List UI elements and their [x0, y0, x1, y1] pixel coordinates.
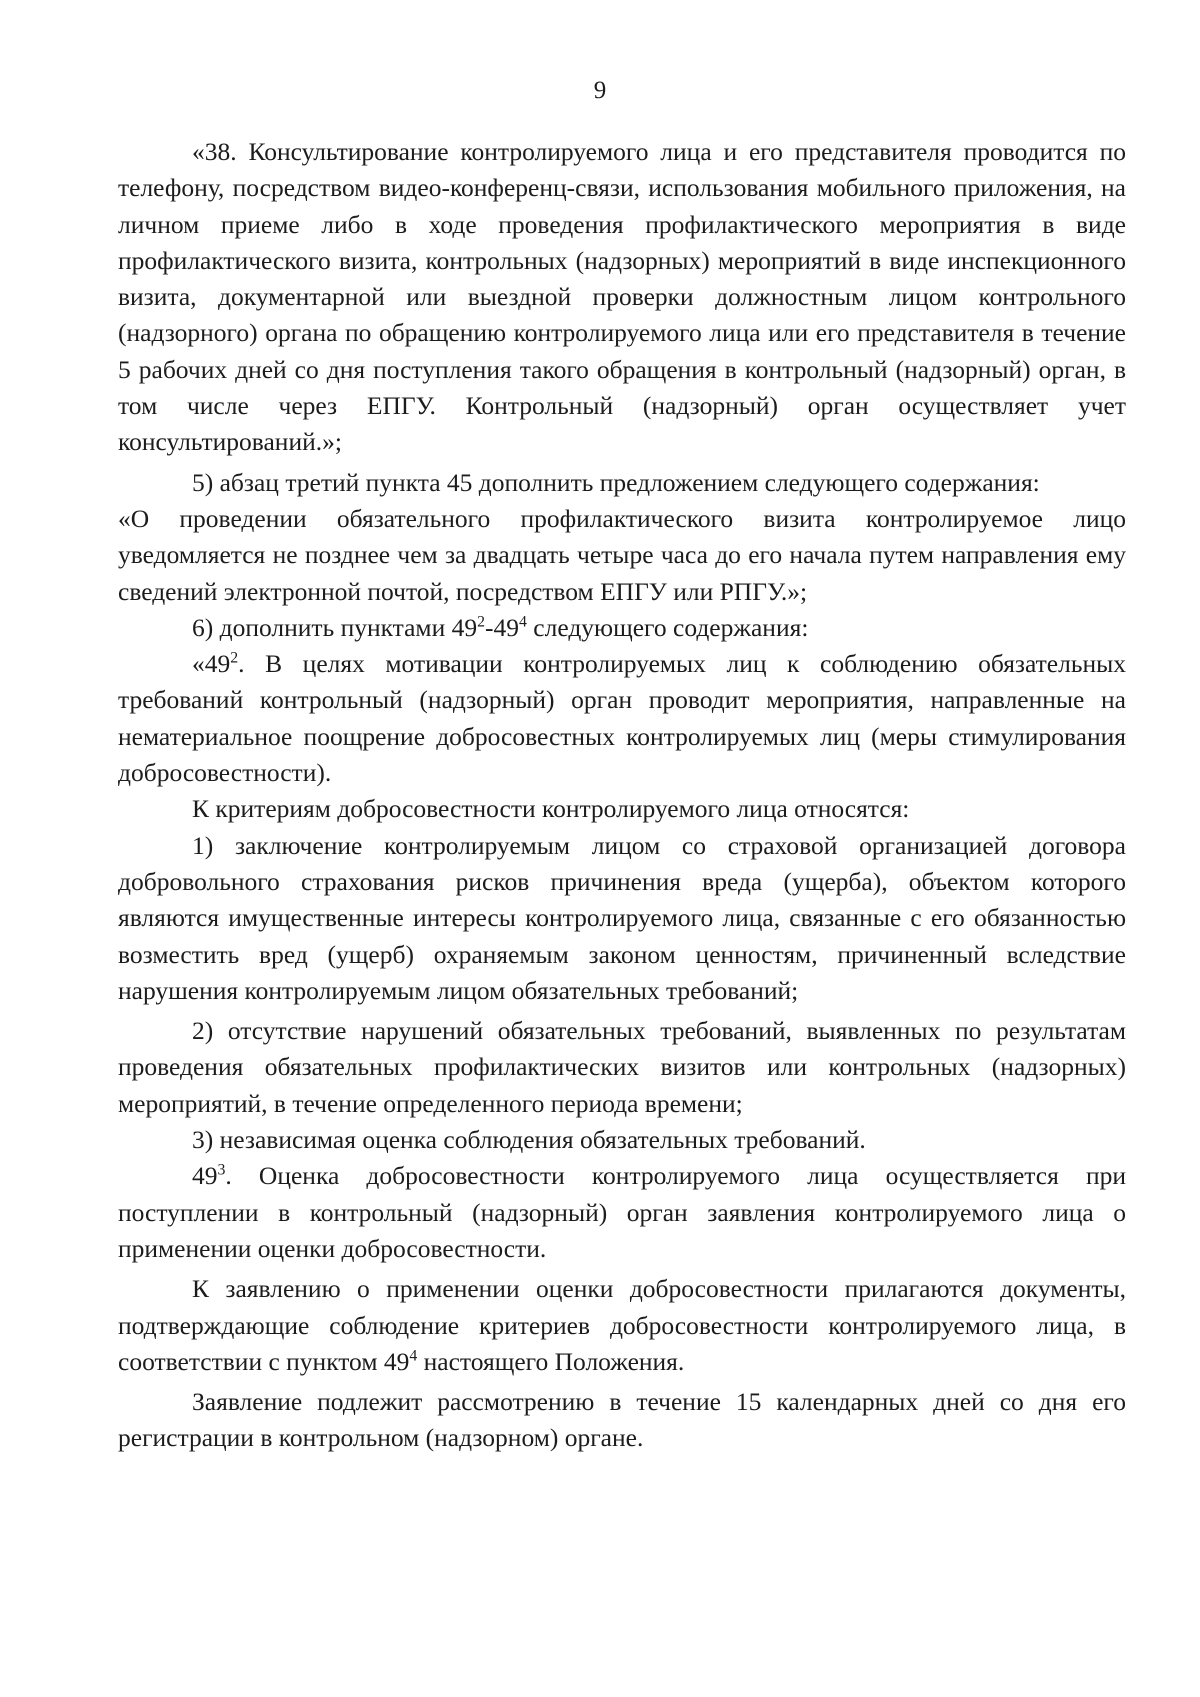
application-documents-superscript: 4	[409, 1347, 418, 1365]
amendment-6-text-start: 6) дополнить пунктами 49	[192, 612, 478, 642]
paragraph-item-49-2	[118, 646, 1126, 791]
paragraph-amendment-6	[118, 610, 1126, 646]
paragraph-application-review-term: Заявление подлежит рассмотрению в течение 15 календарных дней со дня его регистрации в контрольном (надзорном) органе.	[118, 1387, 1126, 1453]
item-49-3-number: 49	[192, 1161, 218, 1191]
page-number: 9	[593, 77, 607, 104]
document-body	[118, 134, 1126, 1457]
paragraph-criterion-3: 3) независимая оценка соблюдения обязательных требований.	[192, 1125, 866, 1155]
paragraph-item-38: «38. Консультирование контролируемого лица и его представителя проводится по телефону, посредством видео-конференц-связи, использования мобильного приложения, на личном приеме либо в ходе проведения профилактического мероприятия в виде профилактического визита, контрольных (надзорных) мероприятий в виде инспекционного визита, документарной или выездной проверки должностным лицом контрольного (надзорного) органа по обращению контролируемого лица или его представителя в течение 5 рабочих дней со дня поступления такого обращения в контрольный (надзорный) орган, в том числе через ЕПГУ. Контрольный (надзорный) орган осуществляет учет консультирований.»;	[118, 137, 1126, 457]
paragraph-criteria-intro: К критериям добросовестности контролируемого лица относятся:	[192, 794, 910, 824]
item-49-2-number: «49	[192, 649, 231, 679]
amendment-6-superscript-1: 2	[477, 613, 486, 631]
application-documents-text-start: К заявлению о применении оценки добросовестности прилагаются документы, подтверждающие соблюдение критериев добросовестности контролируемого лица, в соответствии с пунктом 49	[118, 1274, 1126, 1376]
item-49-2-superscript: 2	[230, 649, 239, 667]
item-49-2-text: . В целях мотивации контролируемых лиц к соблюдению обязательных требований контрольный (надзорный) орган проводит мероприятия, направленные на нематериальное поощрение добросовестных контролируемых лиц (меры стимулирования добросовестности).	[118, 649, 1126, 788]
paragraph-criterion-2: 2) отсутствие нарушений обязательных требований, выявленных по результатам проведения обязательных профилактических визитов или контрольных (надзорных) мероприятий, в течение определенного периода времени;	[118, 1016, 1126, 1118]
paragraph-criterion-1: 1) заключение контролируемым лицом со страховой организацией договора добровольного страхования рисков причинения вреда (ущерба), объектом которого являются имущественные интересы контролируемого лица, связанные с его обязанностью возместить вред (ущерб) охраняемым законом ценностям, причиненный вследствие нарушения контролируемым лицом обязательных требований;	[118, 830, 1126, 1005]
item-49-3-text: . Оценка добросовестности контролируемого лица осуществляется при поступлении в контрольный (надзорный) орган заявления контролируемого лица о применении оценки добросовестности.	[118, 1161, 1126, 1263]
application-documents-text-end: настоящего Положения.	[417, 1346, 685, 1376]
amendment-6-text-end: следующего содержания:	[526, 612, 809, 642]
paragraph-mandatory-visit-notice: «О проведении обязательного профилактического визита контролируемое лицо уведомляется не позднее чем за двадцать четыре часа до его начала путем направления ему сведений электронной почтой, посредством ЕПГУ или РПГУ.»;	[118, 503, 1126, 606]
amendment-6-superscript-2: 4	[519, 613, 527, 631]
paragraph-amendment-5: 5) абзац третий пункта 45 дополнить предложением следующего содержания:	[192, 467, 1040, 497]
paragraph-item-49-3	[118, 1158, 1126, 1267]
amendment-6-text-middle: -49	[485, 612, 520, 642]
paragraph-application-documents	[118, 1271, 1126, 1380]
item-49-3-superscript: 3	[217, 1161, 226, 1179]
